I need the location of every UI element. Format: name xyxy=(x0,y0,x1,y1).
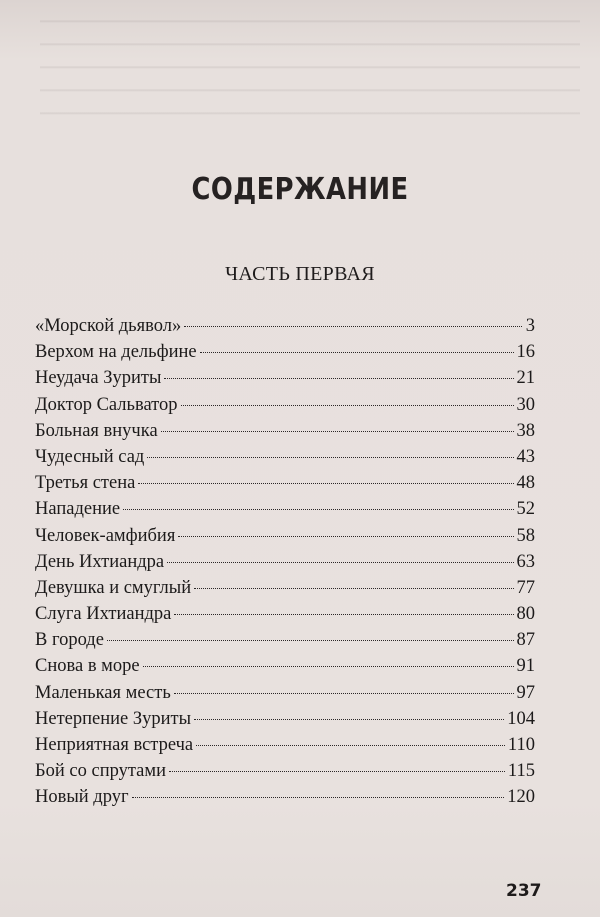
toc-entry-page: 21 xyxy=(516,368,535,389)
toc-entry-title: Неудача Зуриты xyxy=(35,368,162,389)
dot-leader xyxy=(169,771,505,772)
dot-leader xyxy=(167,562,513,563)
toc-entry-title: Чудесный сад xyxy=(35,446,145,467)
toc-entry-title: Больная внучка xyxy=(35,420,158,441)
dot-leader xyxy=(181,405,514,406)
dot-leader xyxy=(123,509,513,510)
dot-leader xyxy=(161,431,514,432)
toc-entry-title: Нападение xyxy=(35,499,121,520)
toc-entry xyxy=(35,496,535,522)
table-of-contents xyxy=(35,313,535,811)
toc-entry-page: 58 xyxy=(516,525,535,546)
toc-entry xyxy=(35,653,535,679)
toc-entry xyxy=(35,680,535,706)
toc-entry-page: 97 xyxy=(516,682,535,703)
toc-entry xyxy=(35,706,535,732)
dot-leader xyxy=(174,693,514,694)
dot-leader xyxy=(200,352,514,353)
toc-entry-page: 110 xyxy=(507,735,535,755)
toc-entry-title: Доктор Сальватор xyxy=(35,394,178,415)
toc-entry-page: 63 xyxy=(516,551,535,572)
toc-entry-title: Девушка и смуглый xyxy=(35,577,192,598)
toc-entry-title: В городе xyxy=(35,630,104,651)
dot-leader xyxy=(196,745,505,746)
toc-entry-page: 38 xyxy=(516,420,535,441)
toc-entry-page: 87 xyxy=(516,630,535,651)
toc-entry xyxy=(35,732,535,758)
toc-entry xyxy=(35,365,535,391)
toc-entry-page: 43 xyxy=(516,446,535,467)
toc-entry-page: 48 xyxy=(516,473,535,494)
toc-entry xyxy=(35,470,535,496)
toc-entry xyxy=(35,627,535,653)
dot-leader xyxy=(194,719,504,720)
toc-entry xyxy=(35,313,535,339)
toc-entry xyxy=(35,601,535,627)
dot-leader xyxy=(138,483,513,484)
toc-entry-page: 77 xyxy=(516,577,535,598)
toc-entry-title: Маленькая месть xyxy=(35,682,171,703)
toc-entry-title: Новый друг xyxy=(35,787,129,808)
toc-entry-page: 120 xyxy=(507,787,535,808)
toc-entry-page: 80 xyxy=(516,604,535,625)
show-through-texture xyxy=(40,0,580,130)
toc-entry-page: 16 xyxy=(516,342,535,363)
page-number: 237 xyxy=(506,881,542,901)
contents-title: СОДЕРЖАНИЕ xyxy=(191,172,409,207)
toc-entry xyxy=(35,339,535,365)
toc-entry xyxy=(35,549,535,575)
toc-entry-title: Нетерпение Зуриты xyxy=(35,708,192,729)
dot-leader xyxy=(147,457,513,458)
toc-entry-page: 52 xyxy=(516,499,535,520)
toc-entry xyxy=(35,418,535,444)
toc-entry-title: Третья стена xyxy=(35,473,136,494)
toc-entry-title: Бой со спрутами xyxy=(35,761,166,782)
toc-entry-title: Слуга Ихтиандра xyxy=(35,604,172,625)
toc-entry xyxy=(35,523,535,549)
dot-leader xyxy=(132,797,505,798)
dot-leader xyxy=(107,640,514,641)
toc-entry-page: 91 xyxy=(516,656,535,677)
toc-entry-title: Человек-амфибия xyxy=(35,525,176,546)
toc-entry-page: 104 xyxy=(507,708,535,729)
part-heading: ЧАСТЬ ПЕРВАЯ xyxy=(225,263,375,285)
toc-entry xyxy=(35,575,535,601)
toc-entry xyxy=(35,392,535,418)
toc-entry-title: «Морской дьявол» xyxy=(35,316,182,336)
dot-leader xyxy=(174,614,513,615)
toc-entry xyxy=(35,784,535,810)
toc-entry-title: Снова в море xyxy=(35,656,140,677)
toc-entry-page: 115 xyxy=(507,761,535,782)
dot-leader xyxy=(164,378,513,379)
dot-leader xyxy=(178,536,513,537)
toc-entry-title: День Ихтиандра xyxy=(35,551,165,572)
toc-entry xyxy=(35,758,535,784)
dot-leader xyxy=(194,588,513,589)
dot-leader xyxy=(184,326,522,327)
dot-leader xyxy=(143,666,514,667)
toc-entry-title: Неприятная встреча xyxy=(35,735,194,755)
toc-entry-page: 30 xyxy=(516,394,535,415)
toc-entry-page: 3 xyxy=(525,316,535,336)
toc-entry xyxy=(35,444,535,470)
toc-entry-title: Верхом на дельфине xyxy=(35,342,197,363)
